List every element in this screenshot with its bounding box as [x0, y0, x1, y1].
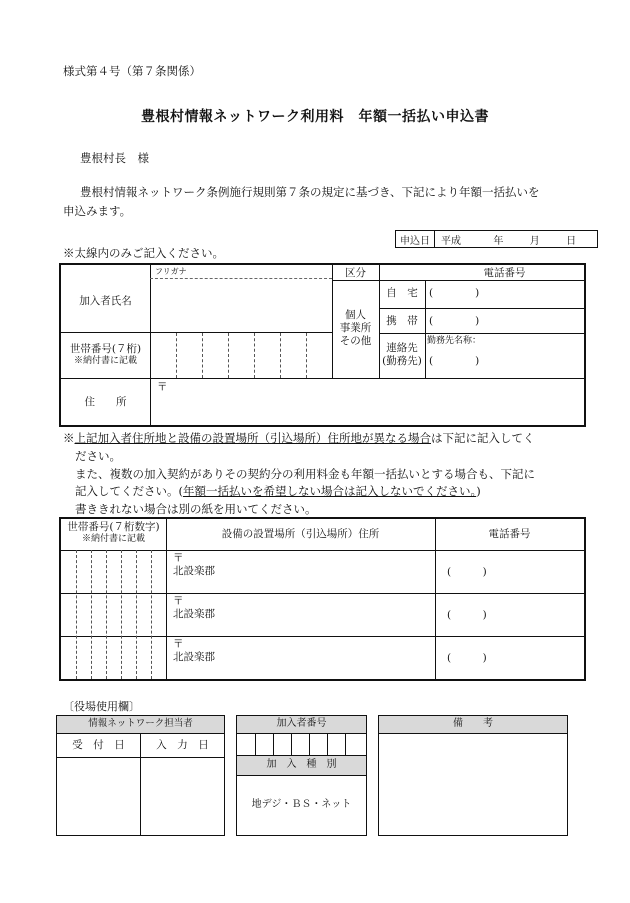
note-line-1: ※上記加入者住所地と設備の設置場所（引込場所）住所地が異なる場合は下記に記入してく — [63, 431, 535, 445]
subscriber-name-label: 加入者氏名 — [79, 295, 132, 307]
date-day: 日 — [566, 235, 577, 247]
contact-label-line1: 連絡先 — [386, 342, 418, 354]
workplace-name-label: 勤務先名称： — [427, 336, 482, 346]
install-phone-header: 電話番号 — [488, 528, 531, 540]
install-row-3-district: 北設楽郡 — [173, 651, 215, 664]
fill-instruction: ※太線内のみご記入ください。 — [63, 246, 224, 260]
install-row-2-address[interactable] — [173, 595, 215, 621]
addressee: 豊根村長 様 — [80, 151, 149, 165]
household-header-line1: 世帯番号(７桁数字) — [67, 521, 160, 533]
home-phone-input[interactable]: ( ) — [429, 287, 480, 299]
note-line-5: 書ききれない場合は別の紙を用いてください。 — [75, 502, 317, 517]
date-era: 平成 — [441, 235, 461, 247]
category-options[interactable] — [332, 309, 379, 348]
mobile-phone-label: 携 帯 — [386, 315, 418, 327]
application-date-box — [395, 230, 598, 248]
subscriber-box — [236, 715, 367, 836]
date-year: 年 — [493, 235, 504, 247]
note-line-2: ださい。 — [75, 448, 121, 463]
subscriber-name-input[interactable] — [155, 285, 330, 329]
input-date-label: 入 力 日 — [156, 739, 209, 751]
contact-label-line2: (勤務先) — [382, 355, 422, 368]
install-row-3-address[interactable] — [173, 638, 215, 664]
install-row-3-phone[interactable]: ( ) — [447, 652, 487, 664]
furigana-label: フリガナ — [155, 267, 187, 276]
note-line-3: また、複数の加入契約がありその契約分の利用料金も年額一括払いとする場合も、下記に — [75, 466, 535, 481]
note-line-1-underlined: 上記加入者住所地と設備の設置場所（引込場所）住所地が異なる場合 — [74, 431, 431, 445]
form-number: 様式第４号（第７条関係） — [63, 64, 201, 78]
household-number-header — [61, 521, 166, 545]
household-label: 世帯番号(７桁) — [69, 343, 142, 355]
notes — [63, 430, 535, 519]
install-row-2-postal: 〒 — [173, 595, 184, 607]
phone-header: 電話番号 — [483, 267, 526, 279]
applicant-table — [59, 263, 586, 427]
postal-mark: 〒 — [157, 381, 168, 393]
contact-label — [379, 342, 425, 368]
address-label: 住 所 — [84, 396, 127, 408]
installation-table — [59, 517, 586, 681]
date-label: 申込日 — [396, 231, 435, 248]
mobile-phone-input[interactable]: ( ) — [429, 315, 480, 327]
page-title: 豊根村情報ネットワーク利用料 年額一括払い申込書 — [141, 109, 489, 125]
household-note: ※納付書に記載 — [73, 356, 137, 367]
subscription-type-options: 地デジ・ＢＳ・ネット — [251, 799, 352, 810]
category-business: 事業所 — [339, 322, 372, 335]
install-row-1-address[interactable] — [173, 552, 215, 578]
install-address-header: 設備の設置場所（引込場所）住所 — [221, 528, 380, 540]
install-row-1-district: 北設楽郡 — [173, 565, 215, 578]
install-row-2-district: 北設楽郡 — [173, 608, 215, 621]
intro-line-2: 申込みます。 — [63, 204, 132, 218]
household-number-label — [61, 343, 150, 367]
date-month: 月 — [529, 235, 540, 247]
category-label: 区分 — [345, 267, 366, 279]
category-individual: 個人 — [345, 309, 366, 321]
note-line-4: 記入してください。(年額一括払いを希望しない場合は記入しないでください。) — [75, 484, 481, 499]
note-line-4-underlined: 年額一括払いを希望しない場合は記入しないでください。 — [183, 484, 477, 499]
subscriber-number-label: 加入者番号 — [276, 718, 327, 729]
office-staff-box — [56, 715, 225, 836]
remarks-label: 備 考 — [453, 718, 493, 729]
install-row-2-phone[interactable]: ( ) — [447, 609, 487, 621]
intro-line-1: 豊根村情報ネットワーク条例施行規則第７条の規定に基づき、下記により年額一括払いを — [80, 185, 540, 199]
network-staff-label: 情報ネットワーク担当者 — [88, 718, 193, 729]
category-other: その他 — [339, 335, 372, 348]
received-date-label: 受 付 日 — [72, 739, 125, 751]
date-field[interactable] — [435, 231, 598, 248]
remarks-box — [378, 715, 568, 836]
contact-phone-input[interactable]: ( ) — [429, 355, 480, 367]
subscription-type-label: 加 入 種 別 — [266, 759, 337, 770]
household-header-line2: ※納付書に記載 — [81, 534, 145, 545]
install-row-3-postal: 〒 — [173, 638, 184, 650]
install-row-1-postal: 〒 — [173, 552, 184, 564]
office-use-label: 〔役場使用欄〕 — [63, 700, 140, 713]
install-row-1-phone[interactable]: ( ) — [447, 566, 487, 578]
home-phone-label: 自 宅 — [386, 287, 418, 299]
